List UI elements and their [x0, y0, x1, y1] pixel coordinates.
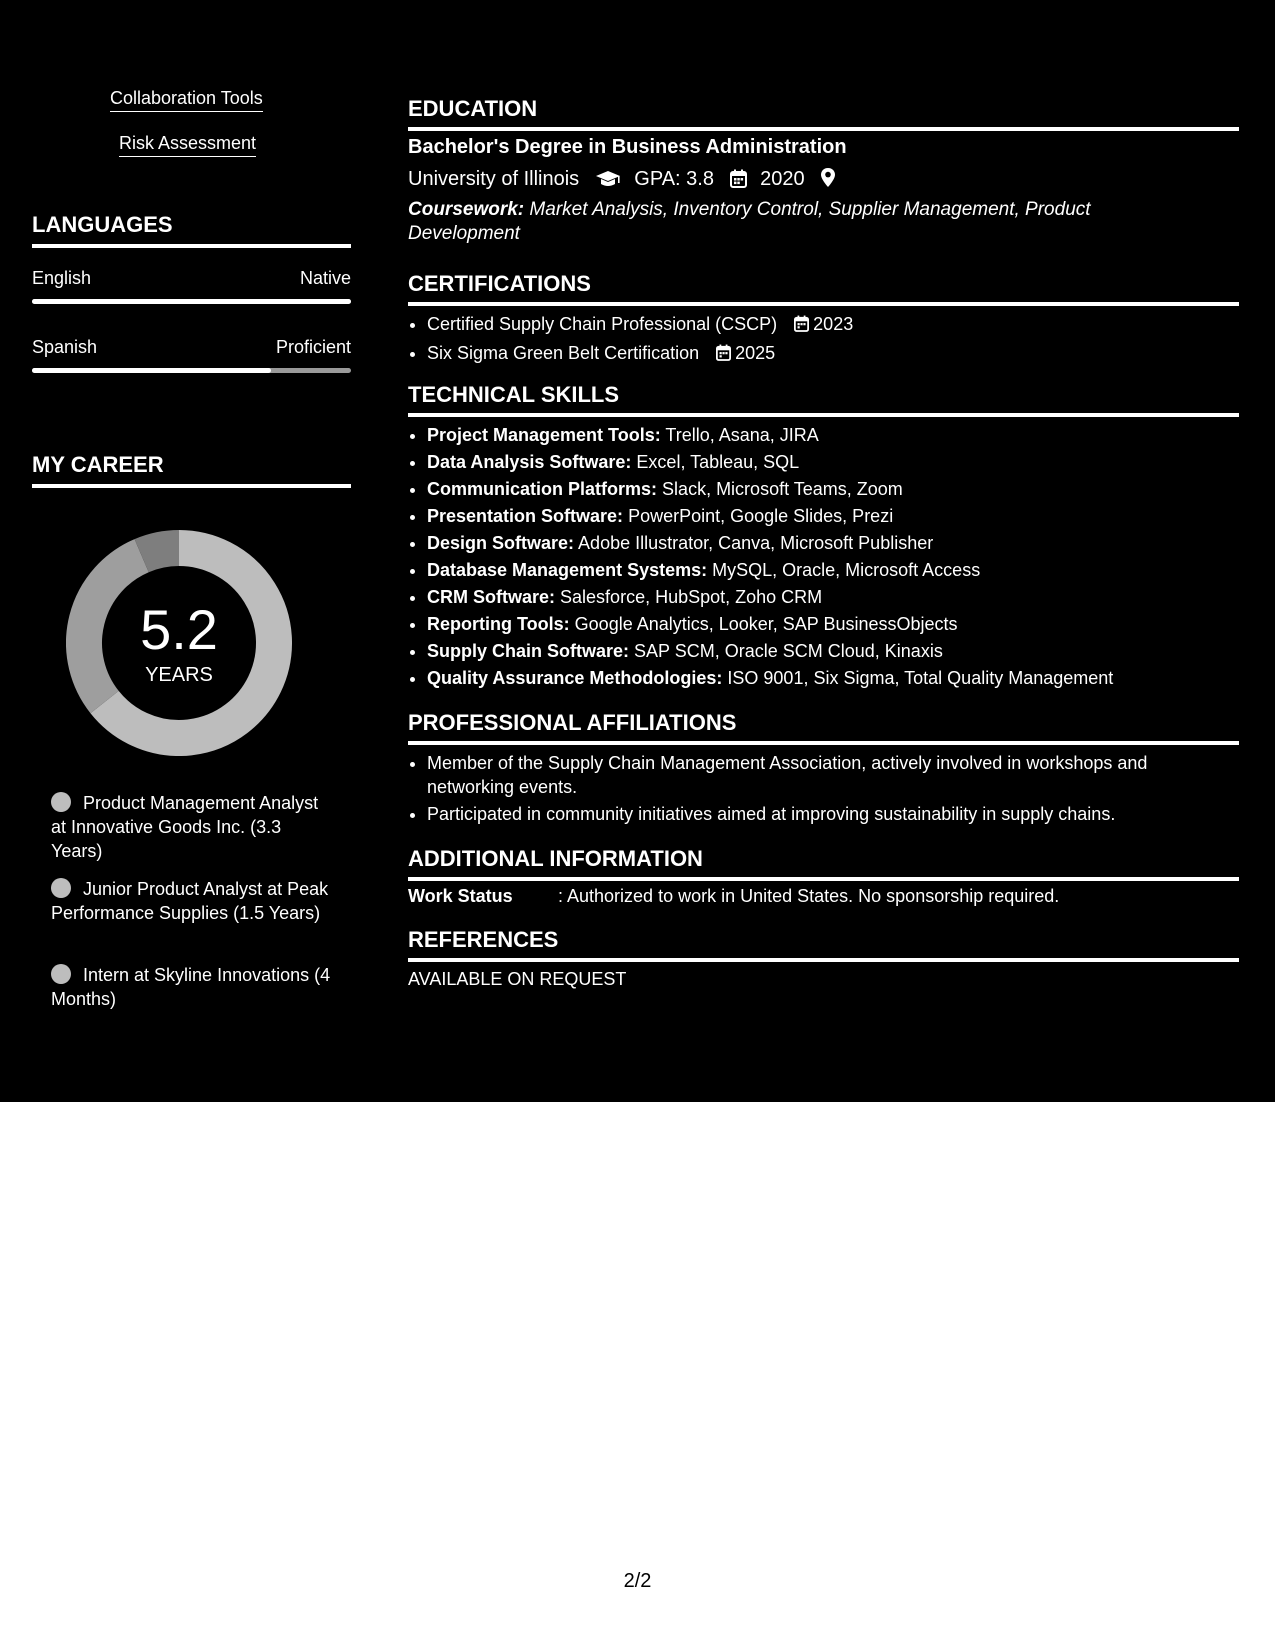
certifications-list — [408, 312, 1239, 370]
career-title: MY CAREER — [32, 452, 351, 488]
skill-category-value: Excel, Tableau, SQL — [636, 452, 800, 472]
technical-skills-title: TECHNICAL SKILLS — [408, 382, 1239, 417]
career-item-text: Intern at Skyline Innovations (4 Months) — [51, 965, 331, 1009]
affiliations-list — [408, 751, 1239, 829]
technical-skills-list — [408, 423, 1239, 693]
language-bar-fill — [32, 299, 351, 304]
language-level: Native — [299, 268, 351, 288]
certification-year: 2025 — [735, 343, 776, 363]
education-coursework — [408, 198, 1188, 246]
career-dot-icon — [51, 792, 71, 812]
career-donut-chart — [66, 530, 292, 756]
skill-category-label: Reporting Tools: — [427, 614, 570, 634]
list-item — [427, 585, 1239, 609]
list-item — [427, 450, 1239, 474]
career-item — [51, 791, 331, 863]
skill-category-value: ISO 9001, Six Sigma, Total Quality Management — [727, 668, 1114, 688]
location-pin-icon — [820, 167, 836, 194]
list-item — [427, 612, 1239, 636]
career-item-text: Junior Product Analyst at Peak Performance Supplies (1.5 Years) — [51, 879, 329, 923]
list-item — [427, 558, 1239, 582]
career-dot-icon — [51, 964, 71, 984]
language-bar-spanish — [32, 368, 351, 373]
graduation-cap-icon — [595, 170, 621, 194]
education-degree: Bachelor's Degree in Business Administration — [408, 136, 847, 158]
career-total-value: 5.2 — [140, 598, 218, 661]
education-title: EDUCATION — [408, 96, 1239, 131]
calendar-icon — [794, 314, 809, 338]
career-total — [66, 530, 292, 756]
language-name: Spanish — [32, 337, 98, 357]
list-item — [427, 666, 1239, 690]
additional-info-title: ADDITIONAL INFORMATION — [408, 846, 1239, 881]
list-item — [427, 639, 1239, 663]
calendar-icon — [730, 169, 747, 194]
languages-title: LANGUAGES — [32, 212, 351, 248]
language-level: Proficient — [275, 337, 351, 357]
certification-year: 2023 — [813, 314, 854, 334]
list-item: • Participated in community initiatives aimed at improving sustainability in supply chains. — [427, 802, 1239, 826]
skill-category-label: Communication Platforms: — [427, 479, 658, 499]
references-title: REFERENCES — [408, 927, 1239, 962]
skill-category-value: Salesforce, HubSpot, Zoho CRM — [560, 587, 823, 607]
work-status-label: Work Status — [408, 886, 513, 906]
skill-tag-risk-assessment: Risk Assessment — [119, 133, 256, 157]
skill-category-label: Database Management Systems: — [427, 560, 708, 580]
career-item — [51, 963, 331, 1011]
skill-tag-collaboration-tools: Collaboration Tools — [110, 88, 263, 112]
language-bar-english — [32, 299, 351, 304]
skill-category-label: CRM Software: — [427, 587, 556, 607]
calendar-icon — [716, 343, 731, 367]
skill-category-label: Quality Assurance Methodologies: — [427, 668, 723, 688]
certifications-title: CERTIFICATIONS — [408, 271, 1239, 306]
education-gpa: GPA: 3.8 — [634, 168, 714, 190]
skill-category-label: Design Software: — [427, 533, 575, 553]
certification-name: Six Sigma Green Belt Certification — [427, 343, 700, 363]
page-number: 2/2 — [623, 1570, 652, 1592]
references-text: AVAILABLE ON REQUEST — [408, 969, 627, 989]
skill-category-value: Google Analytics, Looker, SAP BusinessObjects — [574, 614, 958, 634]
list-item: • Member of the Supply Chain Management Association, actively involved in workshops and networking events. — [427, 751, 1239, 799]
work-status-row — [408, 886, 1059, 907]
list-item — [427, 341, 1239, 367]
skill-category-value: Slack, Microsoft Teams, Zoom — [662, 479, 903, 499]
list-item — [427, 504, 1239, 528]
certification-name: Certified Supply Chain Professional (CSCP) — [427, 314, 778, 334]
coursework-text: Market Analysis, Inventory Control, Supplier Management, Product Development — [408, 199, 1091, 244]
language-bar-fill — [32, 368, 271, 373]
list-item — [427, 423, 1239, 447]
language-name: English — [32, 268, 92, 288]
career-total-unit: YEARS — [145, 664, 213, 686]
skill-category-value: PowerPoint, Google Slides, Prezi — [628, 506, 894, 526]
list-item — [427, 312, 1239, 338]
skill-category-value: Trello, Asana, JIRA — [665, 425, 819, 445]
skill-category-label: Supply Chain Software: — [427, 641, 630, 661]
skill-category-value: MySQL, Oracle, Microsoft Access — [712, 560, 981, 580]
skill-category-label: Presentation Software: — [427, 506, 624, 526]
list-item — [427, 531, 1239, 555]
skill-category-value: SAP SCM, Oracle SCM Cloud, Kinaxis — [634, 641, 943, 661]
skill-category-value: Adobe Illustrator, Canva, Microsoft Publisher — [578, 533, 934, 553]
skill-category-label: Project Management Tools: — [427, 425, 661, 445]
education-year: 2020 — [760, 168, 805, 190]
career-item-text: Product Management Analyst at Innovative Goods Inc. (3.3 Years) — [51, 793, 319, 861]
career-dot-icon — [51, 878, 71, 898]
education-school: University of Illinois — [408, 168, 580, 190]
coursework-label: Coursework: — [408, 199, 525, 220]
skill-category-label: Data Analysis Software: — [427, 452, 632, 472]
work-status-value: : Authorized to work in United States. No sponsorship required. — [558, 886, 1060, 906]
affiliations-title: PROFESSIONAL AFFILIATIONS — [408, 710, 1239, 745]
list-item — [427, 477, 1239, 501]
education-meta — [408, 167, 848, 194]
career-item — [51, 877, 331, 925]
